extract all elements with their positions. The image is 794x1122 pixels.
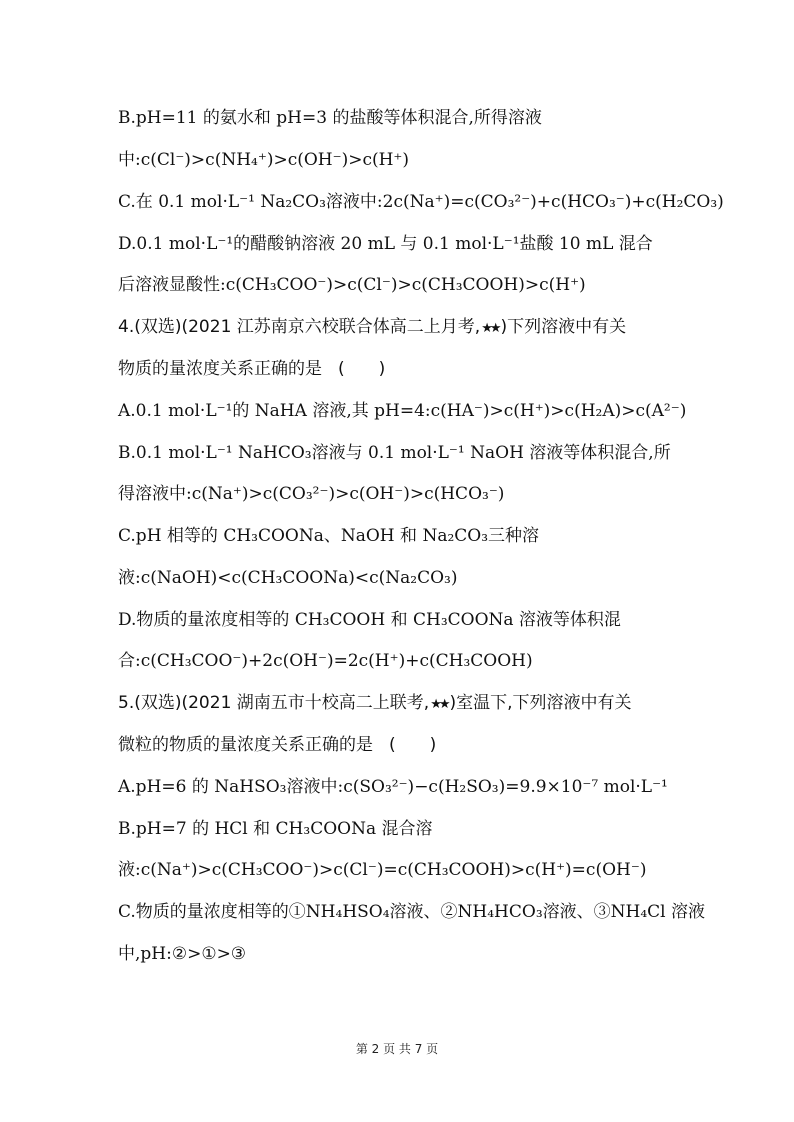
q4-option-c-line1: C.pH 相等的 CH₃COONa、NaOH 和 Na₂CO₃三种溶 xyxy=(118,526,540,546)
q4-option-a: A.0.1 mol·L⁻¹的 NaHA 溶液,其 pH=4:c(HA⁻)>c(H⁺)>c(H₂A)>c(A²⁻) xyxy=(118,401,687,421)
q3-option-b-line2: 中:c(Cl⁻)>c(NH₄⁺)>c(OH⁻)>c(H⁺) xyxy=(118,150,410,170)
q5-option-b-line1: B.pH=7 的 HCl 和 CH₃COONa 混合溶 xyxy=(118,819,433,839)
q4-heading-source: 4.(双选)(2021 江苏南京六校联合体高二上月考, xyxy=(118,317,481,337)
q4-stem-text: 物质的量浓度关系正确的是 xyxy=(118,359,322,379)
q4-option-b-line1: B.0.1 mol·L⁻¹ NaHCO₃溶液与 0.1 mol·L⁻¹ NaOH 溶液等体积混合,所 xyxy=(118,443,671,463)
q5-option-c-line1: C.物质的量浓度相等的①NH₄HSO₄溶液、②NH₄HCO₃溶液、③NH₄Cl 溶液 xyxy=(118,902,706,922)
q4-heading xyxy=(118,315,626,341)
page-footer: 第 2 页 共 7 页 xyxy=(355,1042,439,1056)
q3-option-d-line2: 后溶液显酸性:c(CH₃COO⁻)>c(Cl⁻)>c(CH₃COOH)>c(H⁺) xyxy=(118,275,586,295)
q5-heading-source: 5.(双选)(2021 湖南五市十校高二上联考, xyxy=(118,693,430,713)
q3-option-c: C.在 0.1 mol·L⁻¹ Na₂CO₃溶液中:2c(Na⁺)=c(CO₃²⁻)+c(HCO₃⁻)+c(H₂CO₃) xyxy=(118,192,724,212)
q5-heading-stem: )室温下,下列溶液中有关 xyxy=(449,693,632,713)
q4-stem-line2 xyxy=(118,357,385,381)
q5-option-a: A.pH=6 的 NaHSO₃溶液中:c(SO₃²⁻)−c(H₂SO₃)=9.9×10⁻⁷ mol·L⁻¹ xyxy=(118,777,668,797)
q4-option-c-line2: 液:c(NaOH)<c(CH₃COONa)<c(Na₂CO₃) xyxy=(118,568,458,588)
q4-heading-stem: )下列溶液中有关 xyxy=(500,317,627,337)
q5-option-c-line2: 中,pH:②>①>③ xyxy=(118,944,247,964)
q5-option-b-line2: 液:c(Na⁺)>c(CH₃COO⁻)>c(Cl⁻)=c(CH₃COOH)>c(H⁺)=c(OH⁻) xyxy=(118,860,647,880)
q5-heading xyxy=(118,691,632,717)
q5-stem-text: 微粒的物质的量浓度关系正确的是 xyxy=(118,735,373,755)
q3-option-d-line1: D.0.1 mol·L⁻¹的醋酸钠溶液 20 mL 与 0.1 mol·L⁻¹盐酸 10 mL 混合 xyxy=(118,234,653,254)
difficulty-stars-icon: ★★ xyxy=(481,321,499,336)
q4-option-d-line2: 合:c(CH₃COO⁻)+2c(OH⁻)=2c(H⁺)+c(CH₃COOH) xyxy=(118,651,533,671)
q4-option-d-line1: D.物质的量浓度相等的 CH₃COOH 和 CH₃COONa 溶液等体积混 xyxy=(118,610,621,630)
q5-stem-line2 xyxy=(118,733,436,757)
difficulty-stars-icon: ★★ xyxy=(430,697,448,712)
q5-answer-blank: ( ) xyxy=(389,735,437,755)
q4-answer-blank: ( ) xyxy=(338,359,386,379)
q4-option-b-line2: 得溶液中:c(Na⁺)>c(CO₃²⁻)>c(OH⁻)>c(HCO₃⁻) xyxy=(118,484,505,504)
q3-option-b-line1: B.pH=11 的氨水和 pH=3 的盐酸等体积混合,所得溶液 xyxy=(118,108,542,128)
